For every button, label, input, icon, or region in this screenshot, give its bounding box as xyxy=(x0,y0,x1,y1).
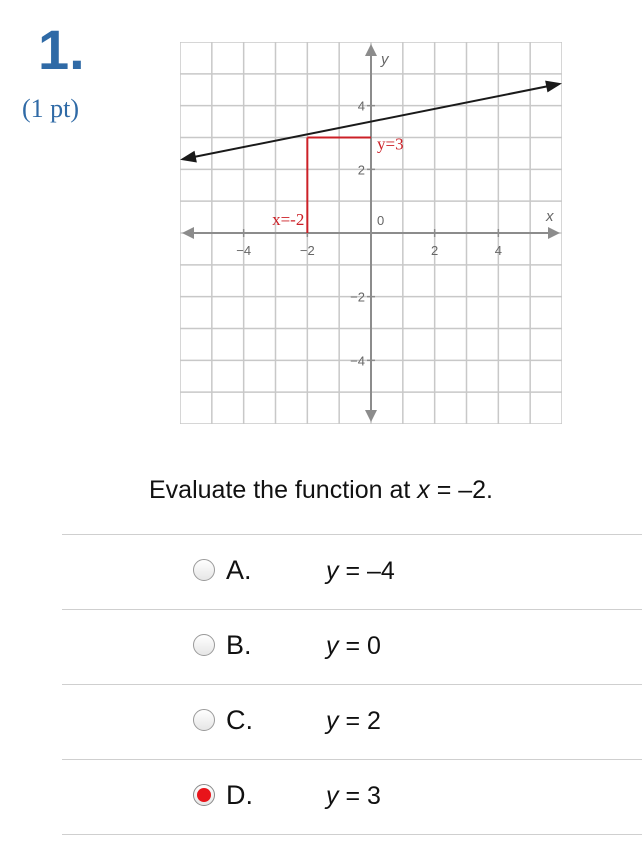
y-axis-arrow-up xyxy=(365,44,377,56)
choice-a[interactable] xyxy=(62,535,642,609)
x-tick-label: −4 xyxy=(236,243,252,258)
choice-answer: y = 2 xyxy=(326,707,381,735)
y-tick-label: 2 xyxy=(357,162,365,178)
x-axis-arrow-right xyxy=(548,227,560,239)
x-axis-arrow-left xyxy=(182,227,194,239)
question-prompt: Evaluate the function at x = –2. xyxy=(149,476,493,504)
x-tick-label: 4 xyxy=(494,243,502,258)
divider xyxy=(62,834,642,835)
choice-letter: C. xyxy=(226,705,253,735)
radio-b[interactable] xyxy=(193,634,215,656)
choice-b[interactable] xyxy=(62,610,642,684)
choice-letter: A. xyxy=(226,555,252,585)
choice-d[interactable] xyxy=(62,760,642,834)
y-tick-label: 4 xyxy=(357,98,365,114)
x-marker-label: x=-2 xyxy=(272,210,305,229)
y-axis-label: y xyxy=(381,51,389,68)
y-tick-label: −2 xyxy=(350,289,365,305)
y-axis-arrow-down xyxy=(365,410,377,422)
x-tick-label: 2 xyxy=(431,243,439,258)
x-tick-label: −2 xyxy=(299,243,315,258)
choice-answer: y = 3 xyxy=(326,782,381,810)
choice-answer: y = 0 xyxy=(326,632,381,660)
radio-c[interactable] xyxy=(193,709,215,731)
radio-a[interactable] xyxy=(193,559,215,581)
origin-label: 0 xyxy=(377,213,385,228)
choice-c[interactable] xyxy=(62,685,642,759)
question-number: 1. xyxy=(38,18,85,81)
y-tick-label: −4 xyxy=(350,353,365,369)
line-arrow-left xyxy=(180,151,197,163)
function-graph xyxy=(180,42,562,424)
x-axis-label: x xyxy=(546,208,554,225)
choice-letter: D. xyxy=(226,780,253,810)
choice-letter: B. xyxy=(226,630,252,660)
answer-choices xyxy=(62,534,642,835)
line-arrow-right xyxy=(545,81,562,93)
graph-axes xyxy=(182,44,560,422)
y-marker-label: y=3 xyxy=(377,134,404,154)
choice-answer: y = –4 xyxy=(326,557,395,585)
radio-d[interactable] xyxy=(193,784,215,806)
question-points: (1 pt) xyxy=(22,94,80,123)
